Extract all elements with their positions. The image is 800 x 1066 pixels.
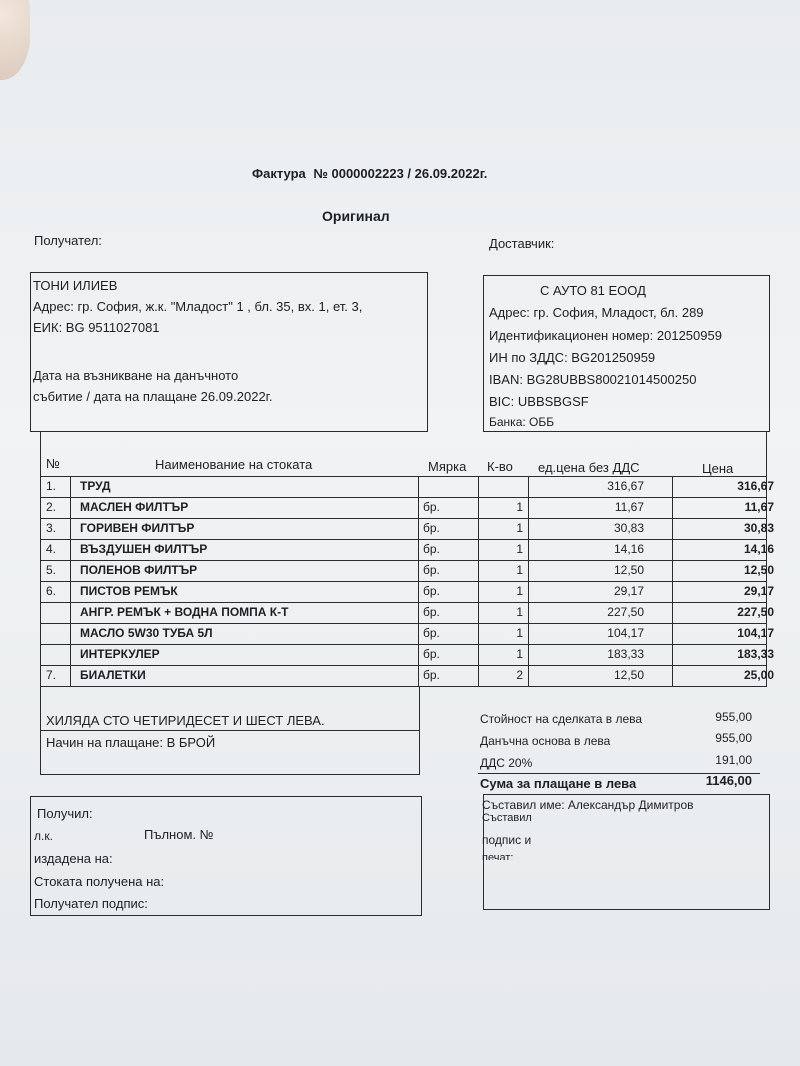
row-name: АНГР. РЕМЪК + ВОДНА ПОМПА К-Т: [80, 605, 289, 619]
row-unit: бр.: [423, 500, 440, 514]
row-number: 1.: [46, 479, 57, 493]
row-unit-price: 12,50: [613, 668, 644, 682]
row-name: ВЪЗДУШЕН ФИЛТЪР: [80, 542, 208, 556]
row-qty: 1: [516, 521, 523, 535]
recipient-box: [30, 272, 428, 432]
row-unit: бр.: [423, 647, 440, 661]
original-label: Оригинал: [322, 208, 390, 224]
table-row: [40, 497, 774, 518]
goods-received-on: Стоката получена на:: [34, 874, 165, 889]
supplier-bank: Банка: ОББ: [489, 415, 555, 429]
col-header-qty: К-во: [487, 459, 513, 474]
row-unit: бр.: [423, 542, 440, 556]
row-name: БИАЛЕТКИ: [80, 668, 146, 682]
row-name: ПИСТОВ РЕМЪК: [80, 584, 178, 598]
recipient-signature: Получател подпис:: [34, 896, 148, 911]
row-qty: 1: [516, 647, 523, 661]
row-unit-price: 316,67: [607, 479, 644, 493]
row-unit: бр.: [423, 584, 440, 598]
table-row: [40, 602, 774, 623]
total-label: Сума за плащане в лева: [480, 776, 637, 791]
invoice-title: [252, 166, 487, 181]
row-price: 11,67: [744, 500, 774, 514]
row-qty: 1: [516, 563, 523, 577]
row-price: 104,17: [737, 626, 774, 640]
deal-value: 955,00: [715, 710, 752, 724]
row-divider: [40, 539, 767, 540]
row-divider: [40, 581, 767, 582]
row-unit-price: 183,33: [607, 647, 644, 661]
row-divider: [40, 644, 767, 645]
row-price: 29,17: [743, 584, 774, 598]
row-unit-price: 104,17: [607, 626, 644, 640]
supplier-name: С АУТО 81 ЕООД: [540, 283, 646, 298]
id-card: л.к.: [34, 829, 53, 843]
tax-event-date-line2: събитие / дата на плащане 26.09.2022г.: [33, 389, 273, 404]
power-of-attorney: Пълном. №: [144, 827, 214, 842]
row-unit: бр.: [423, 626, 440, 640]
row-number: 3.: [46, 521, 57, 535]
recipient-address: Адрес: гр. София, ж.к. "Младост" 1 , бл. 35, вх. 1, ет. 3,: [33, 299, 363, 314]
recipient-label: Получател:: [34, 233, 102, 248]
row-name: ГОРИВЕН ФИЛТЪР: [80, 521, 195, 535]
row-unit-price: 227,50: [607, 605, 644, 619]
vat-label: ДДС 20%: [480, 756, 533, 770]
amount-in-words: ХИЛЯДА СТО ЧЕТИРИДЕСЕТ И ШЕСТ ЛЕВА.: [46, 713, 325, 728]
row-number: 7.: [46, 668, 57, 682]
table-row: [40, 518, 774, 539]
invoice-number: № 0000002223 / 26.09.2022г.: [313, 166, 488, 181]
table-row: [40, 665, 774, 686]
row-price: 227,50: [737, 605, 774, 619]
row-price: 14,16: [743, 542, 774, 556]
row-unit-price: 11,67: [614, 500, 644, 514]
recipient-name: ТОНИ ИЛИЕВ: [33, 278, 118, 293]
row-divider: [40, 623, 767, 624]
table-row: [40, 644, 774, 665]
table-row: [40, 539, 774, 560]
supplier-label: Доставчик:: [489, 236, 555, 251]
amount-words-divider: [40, 730, 420, 731]
total-amount: 1146,00: [705, 773, 752, 788]
signature-label: подпис и: [482, 833, 532, 847]
row-qty: 2: [516, 668, 523, 682]
row-divider: [40, 560, 767, 561]
tax-event-date-line1: Дата на възникване на данъчното: [33, 368, 239, 383]
col-header-price: Цена: [702, 461, 734, 476]
row-price: 30,83: [743, 521, 774, 535]
row-unit-price: 12,50: [613, 563, 644, 577]
tax-base: 955,00: [715, 731, 752, 745]
row-divider: [40, 497, 767, 498]
col-header-unit-price: ед.цена без ДДС: [538, 460, 640, 475]
row-divider: [40, 602, 767, 603]
issued-on: издадена на:: [34, 851, 113, 866]
row-unit-price: 30,83: [613, 521, 644, 535]
row-unit: бр.: [423, 563, 440, 577]
row-price: 316,67: [737, 479, 774, 493]
supplier-address: Адрес: гр. София, Младост, бл. 289: [489, 305, 704, 320]
deal-value-label: Стойност на сделката в лева: [480, 712, 643, 726]
row-number: 5.: [46, 563, 57, 577]
row-name: МАСЛО 5W30 ТУБА 5Л: [80, 626, 213, 640]
row-qty: 1: [516, 605, 523, 619]
supplier-vat-number: ИН по ЗДДС: BG201250959: [489, 350, 656, 365]
table-row: [40, 581, 774, 602]
row-unit: бр.: [423, 521, 440, 535]
col-header-name: Наименование на стоката: [155, 457, 313, 472]
col-header-no: №: [46, 456, 60, 471]
row-qty: 1: [516, 584, 523, 598]
row-number: 4.: [46, 542, 57, 556]
compiled-by: Съставил име: Александър Димитров: [482, 798, 694, 812]
row-unit: бр.: [423, 668, 440, 682]
vat-amount: 191,00: [715, 753, 752, 767]
recipient-eik: ЕИК: BG 9511027081: [33, 320, 160, 335]
table-row: [40, 623, 774, 644]
row-unit-price: 14,16: [613, 542, 644, 556]
row-name: ИНТЕРКУЛЕР: [80, 647, 160, 661]
payment-method: Начин на плащане: В БРОЙ: [46, 735, 216, 750]
row-number: 6.: [46, 584, 57, 598]
row-qty: 1: [516, 500, 523, 514]
table-row: [40, 560, 774, 581]
received-by: Получил:: [37, 806, 93, 821]
amount-words-box: [40, 687, 420, 775]
row-price: 25,00: [743, 668, 774, 682]
row-price: 12,50: [743, 563, 774, 577]
table-row: [40, 476, 774, 497]
row-qty: 1: [516, 542, 523, 556]
supplier-id-number: Идентификационен номер: 201250959: [489, 328, 722, 343]
row-qty: 1: [516, 626, 523, 640]
tax-base-label: Данъчна основа в лева: [480, 734, 611, 748]
stamp-label: печат:: [482, 852, 514, 860]
row-number: 2.: [46, 500, 57, 514]
row-name: МАСЛЕН ФИЛТЪР: [80, 500, 189, 514]
col-header-unit: Мярка: [428, 459, 467, 474]
row-name: ПОЛЕНОВ ФИЛТЪР: [80, 563, 198, 577]
row-divider: [40, 665, 767, 666]
row-price: 183,33: [737, 647, 774, 661]
row-unit-price: 29,17: [613, 584, 644, 598]
invoice-label: Фактура: [252, 166, 306, 181]
finger-shadow: [0, 0, 30, 80]
row-divider: [40, 518, 767, 519]
row-name: ТРУД: [80, 479, 111, 493]
compiled-label: Съставил: [482, 812, 532, 824]
supplier-iban: IBAN: BG28UBBS80021014500250: [489, 372, 697, 387]
row-unit: бр.: [423, 605, 440, 619]
supplier-bic: BIC: UBBSBGSF: [489, 394, 589, 409]
